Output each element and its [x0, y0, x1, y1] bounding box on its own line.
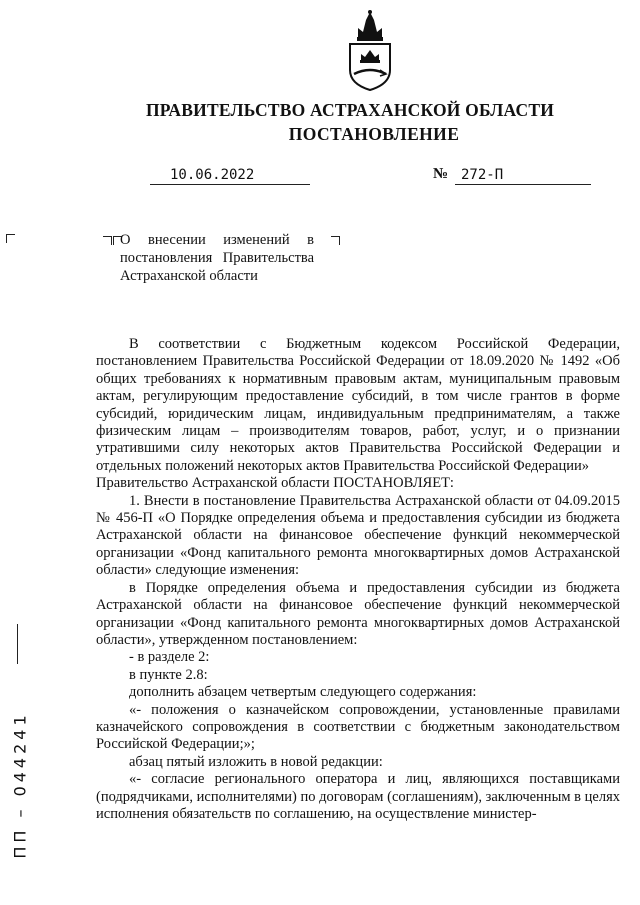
body-paragraph: - в разделе 2:: [129, 649, 210, 666]
government-title: ПРАВИТЕЛЬСТВО АСТРАХАНСКОЙ ОБЛАСТИ: [145, 100, 555, 120]
document-type: ПОСТАНОВЛЕНИЕ: [288, 124, 460, 144]
body-paragraph: в пункте 2.8:: [129, 666, 208, 683]
body-paragraph: дополнить абзацем четвертым следующего содержания:: [129, 684, 477, 701]
side-stamp-number: ПП – 044241: [10, 711, 30, 859]
body-paragraph: абзац пятый изложить в новой редакции:: [129, 753, 383, 770]
corner-mark-subject-right: [331, 236, 340, 245]
coat-of-arms-icon: [344, 8, 396, 92]
body-paragraph: «- положения о казначейском сопровождении, установленные правилами казначейского сопровождения в соответствии с бюджетным законодательством Российской Федерации;»;: [96, 701, 620, 753]
body-paragraph: «- согласие регионального оператора и лиц, являющихся поставщиками (подрядчиками, исполнителями) по договорам (соглашениям), заключенным в целях исполнения обязательств по соглашению, на осуществление министер-: [96, 771, 620, 822]
document-body: [96, 336, 620, 823]
document-date: 10.06.2022: [150, 167, 310, 185]
corner-mark-subject-a: [103, 236, 112, 245]
body-paragraph: 1. Внести в постановление Правительства Астраханской области от 04.09.2015 № 456-П «О Порядке определения объема и предоставления субсидии из бюджета Астраханской области на финансовое обеспечение функций некоммерческой организации «Фонд капитального ремонта многоквартирных домов Астраханской области» следующие изменения:: [96, 492, 620, 579]
body-paragraph: В соответствии с Бюджетным кодексом Российской Федерации, постановлением Правительства Российской Федерации от 18.09.2020 № 1492 «Об общих требованиях к нормативным правовым актам, муниципальным правовым актам, регулирующим предоставление субсидий, в том числе грантов в форме субсидий, юридическим лицам, индивидуальным предпринимателям, а также физическим лицам – производителям товаров, работ, услуг, и о признании утратившими силу некоторых актов Правительства Российской Федерации и отдельных положений некоторых актов Правительства Российской Федерации»: [96, 336, 620, 474]
body-paragraph: в Порядке определения объема и предоставления субсидии из бюджета Астраханской области на финансовое обеспечение функций некоммерческой организации «Фонд капитального ремонта многоквартирных домов Астраханской области», утвержденном постановлением:: [96, 579, 620, 648]
document-number: 272-П: [455, 167, 591, 185]
corner-mark-left: [6, 234, 15, 243]
side-stamp: [8, 711, 32, 859]
number-label: №: [433, 166, 449, 182]
body-paragraph: Правительство Астраханской области ПОСТАНОВЛЯЕТ:: [96, 475, 454, 492]
margin-line: [17, 624, 18, 664]
document-subject: О внесении изменений в постановления Правительства Астраханской области: [120, 232, 314, 284]
